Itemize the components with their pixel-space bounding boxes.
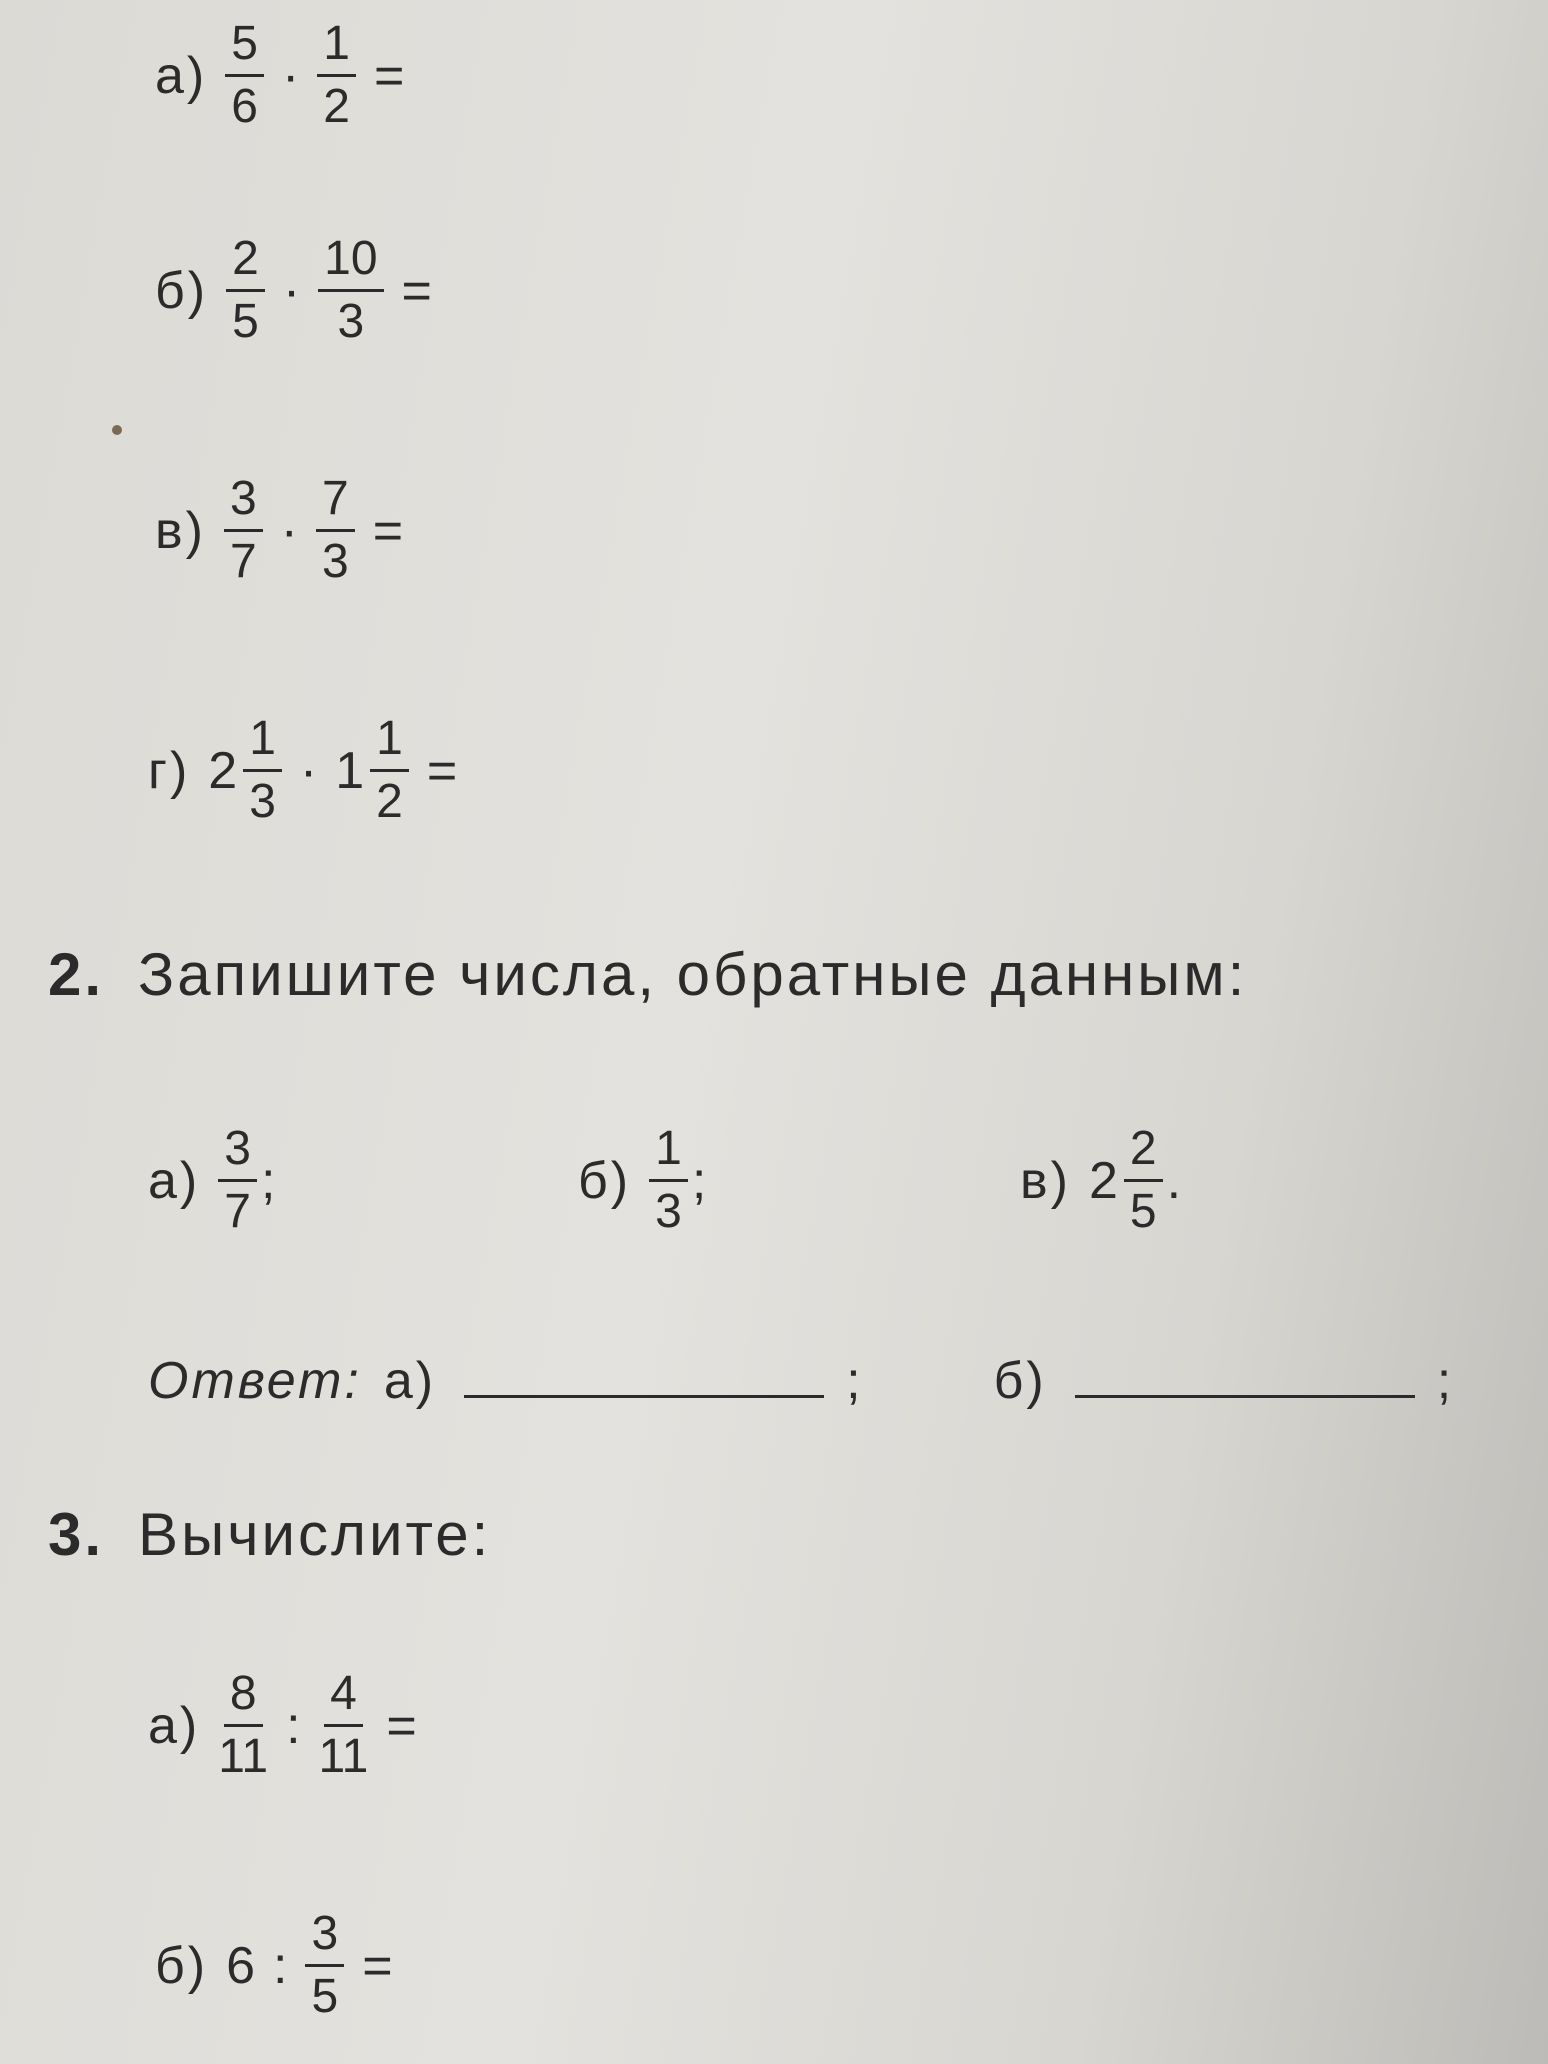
division-sign: : — [286, 1696, 301, 1755]
item-label: б) — [155, 1936, 209, 1995]
answer-b-field[interactable] — [1075, 1365, 1415, 1398]
numerator: 1 — [649, 1125, 688, 1182]
denominator: 6 — [231, 80, 258, 133]
numerator: 3 — [305, 1910, 344, 1967]
task2-item-b — [578, 1122, 707, 1238]
fraction — [316, 472, 355, 588]
whole-part: 1 — [335, 741, 365, 800]
numerator: 1 — [370, 715, 409, 772]
task1-item-b — [155, 232, 432, 348]
answer-prefix: Ответ: — [148, 1352, 362, 1410]
equals-sign: = — [373, 46, 405, 105]
fraction — [318, 1667, 369, 1783]
answer-a-field[interactable] — [464, 1365, 824, 1398]
fraction — [370, 712, 409, 828]
equals-sign: = — [426, 741, 458, 800]
division-sign: : — [273, 1936, 288, 1995]
equals-sign: = — [362, 1936, 393, 1995]
multiply-sign: · — [281, 46, 300, 105]
denominator: 3 — [337, 295, 365, 348]
punctuation: . — [1166, 1151, 1182, 1210]
denominator: 2 — [323, 80, 350, 133]
fraction — [649, 1122, 688, 1238]
item-label: а) — [155, 46, 208, 105]
equals-sign: = — [372, 501, 404, 560]
fraction — [1124, 1122, 1163, 1238]
mixed-number — [208, 712, 282, 828]
numerator: 8 — [224, 1670, 263, 1727]
fraction — [243, 712, 282, 828]
fraction — [224, 472, 263, 588]
numerator: 5 — [225, 20, 264, 77]
item-label: а) — [148, 1151, 201, 1210]
task3-item-b — [155, 1907, 393, 2023]
paper-mark — [112, 425, 122, 435]
fraction — [305, 1907, 344, 2023]
answer-separator: ; — [846, 1352, 864, 1410]
task1-item-a — [155, 17, 405, 133]
punctuation: ; — [260, 1151, 276, 1210]
denominator: 3 — [249, 775, 276, 828]
numerator: 4 — [324, 1670, 363, 1727]
fraction — [226, 232, 265, 348]
task-number: 3. — [48, 1501, 105, 1568]
task2-item-v — [1020, 1122, 1182, 1238]
answer-b-label: б) — [993, 1352, 1047, 1410]
item-label: а) — [148, 1696, 201, 1755]
item-label: б) — [578, 1151, 632, 1210]
denominator: 2 — [376, 775, 403, 828]
mixed-number — [335, 712, 409, 828]
task1-item-v — [155, 472, 404, 588]
fraction — [218, 1122, 257, 1238]
numerator: 3 — [218, 1125, 257, 1182]
fraction — [317, 17, 356, 133]
equals-sign: = — [401, 261, 432, 320]
task-title: Вычислите: — [138, 1501, 492, 1568]
task2-heading — [48, 941, 1248, 1008]
denominator: 5 — [232, 295, 259, 348]
numerator: 1 — [243, 715, 282, 772]
numerator: 2 — [226, 235, 265, 292]
task3-heading — [48, 1501, 492, 1568]
fraction — [218, 1667, 269, 1783]
denominator: 3 — [655, 1185, 682, 1238]
multiply-sign: · — [280, 501, 298, 560]
denominator: 11 — [218, 1730, 269, 1783]
task1-item-g — [148, 712, 458, 828]
task2-item-a — [148, 1122, 276, 1238]
answer-a-label: а) — [383, 1352, 437, 1410]
numerator: 1 — [317, 20, 356, 77]
equals-sign: = — [386, 1696, 417, 1755]
denominator: 5 — [311, 1970, 339, 2023]
numerator: 10 — [318, 235, 383, 292]
punctuation: ; — [691, 1151, 707, 1210]
multiply-sign: · — [299, 741, 318, 800]
answer-separator: ; — [1436, 1352, 1455, 1410]
mixed-number — [1088, 1122, 1163, 1238]
multiply-sign: · — [282, 261, 301, 320]
numerator: 7 — [316, 475, 355, 532]
whole-number: 6 — [226, 1936, 256, 1995]
fraction — [225, 17, 264, 133]
denominator: 7 — [229, 535, 257, 588]
denominator: 7 — [224, 1185, 251, 1238]
item-label: в) — [1020, 1151, 1071, 1210]
denominator: 11 — [318, 1730, 369, 1783]
task-number: 2. — [48, 941, 105, 1008]
item-label: в) — [155, 501, 206, 560]
task2-answer-row — [148, 1352, 1455, 1410]
denominator: 3 — [321, 535, 349, 588]
task3-item-a — [148, 1667, 417, 1783]
numerator: 3 — [224, 475, 263, 532]
item-label: б) — [155, 261, 209, 320]
fraction — [318, 232, 383, 348]
item-label: г) — [148, 741, 191, 800]
whole-part: 2 — [208, 741, 238, 800]
whole-part: 2 — [1088, 1151, 1118, 1210]
task-title: Запишите числа, обратные данным: — [138, 941, 1248, 1008]
denominator: 5 — [1129, 1185, 1157, 1238]
numerator: 2 — [1124, 1125, 1163, 1182]
